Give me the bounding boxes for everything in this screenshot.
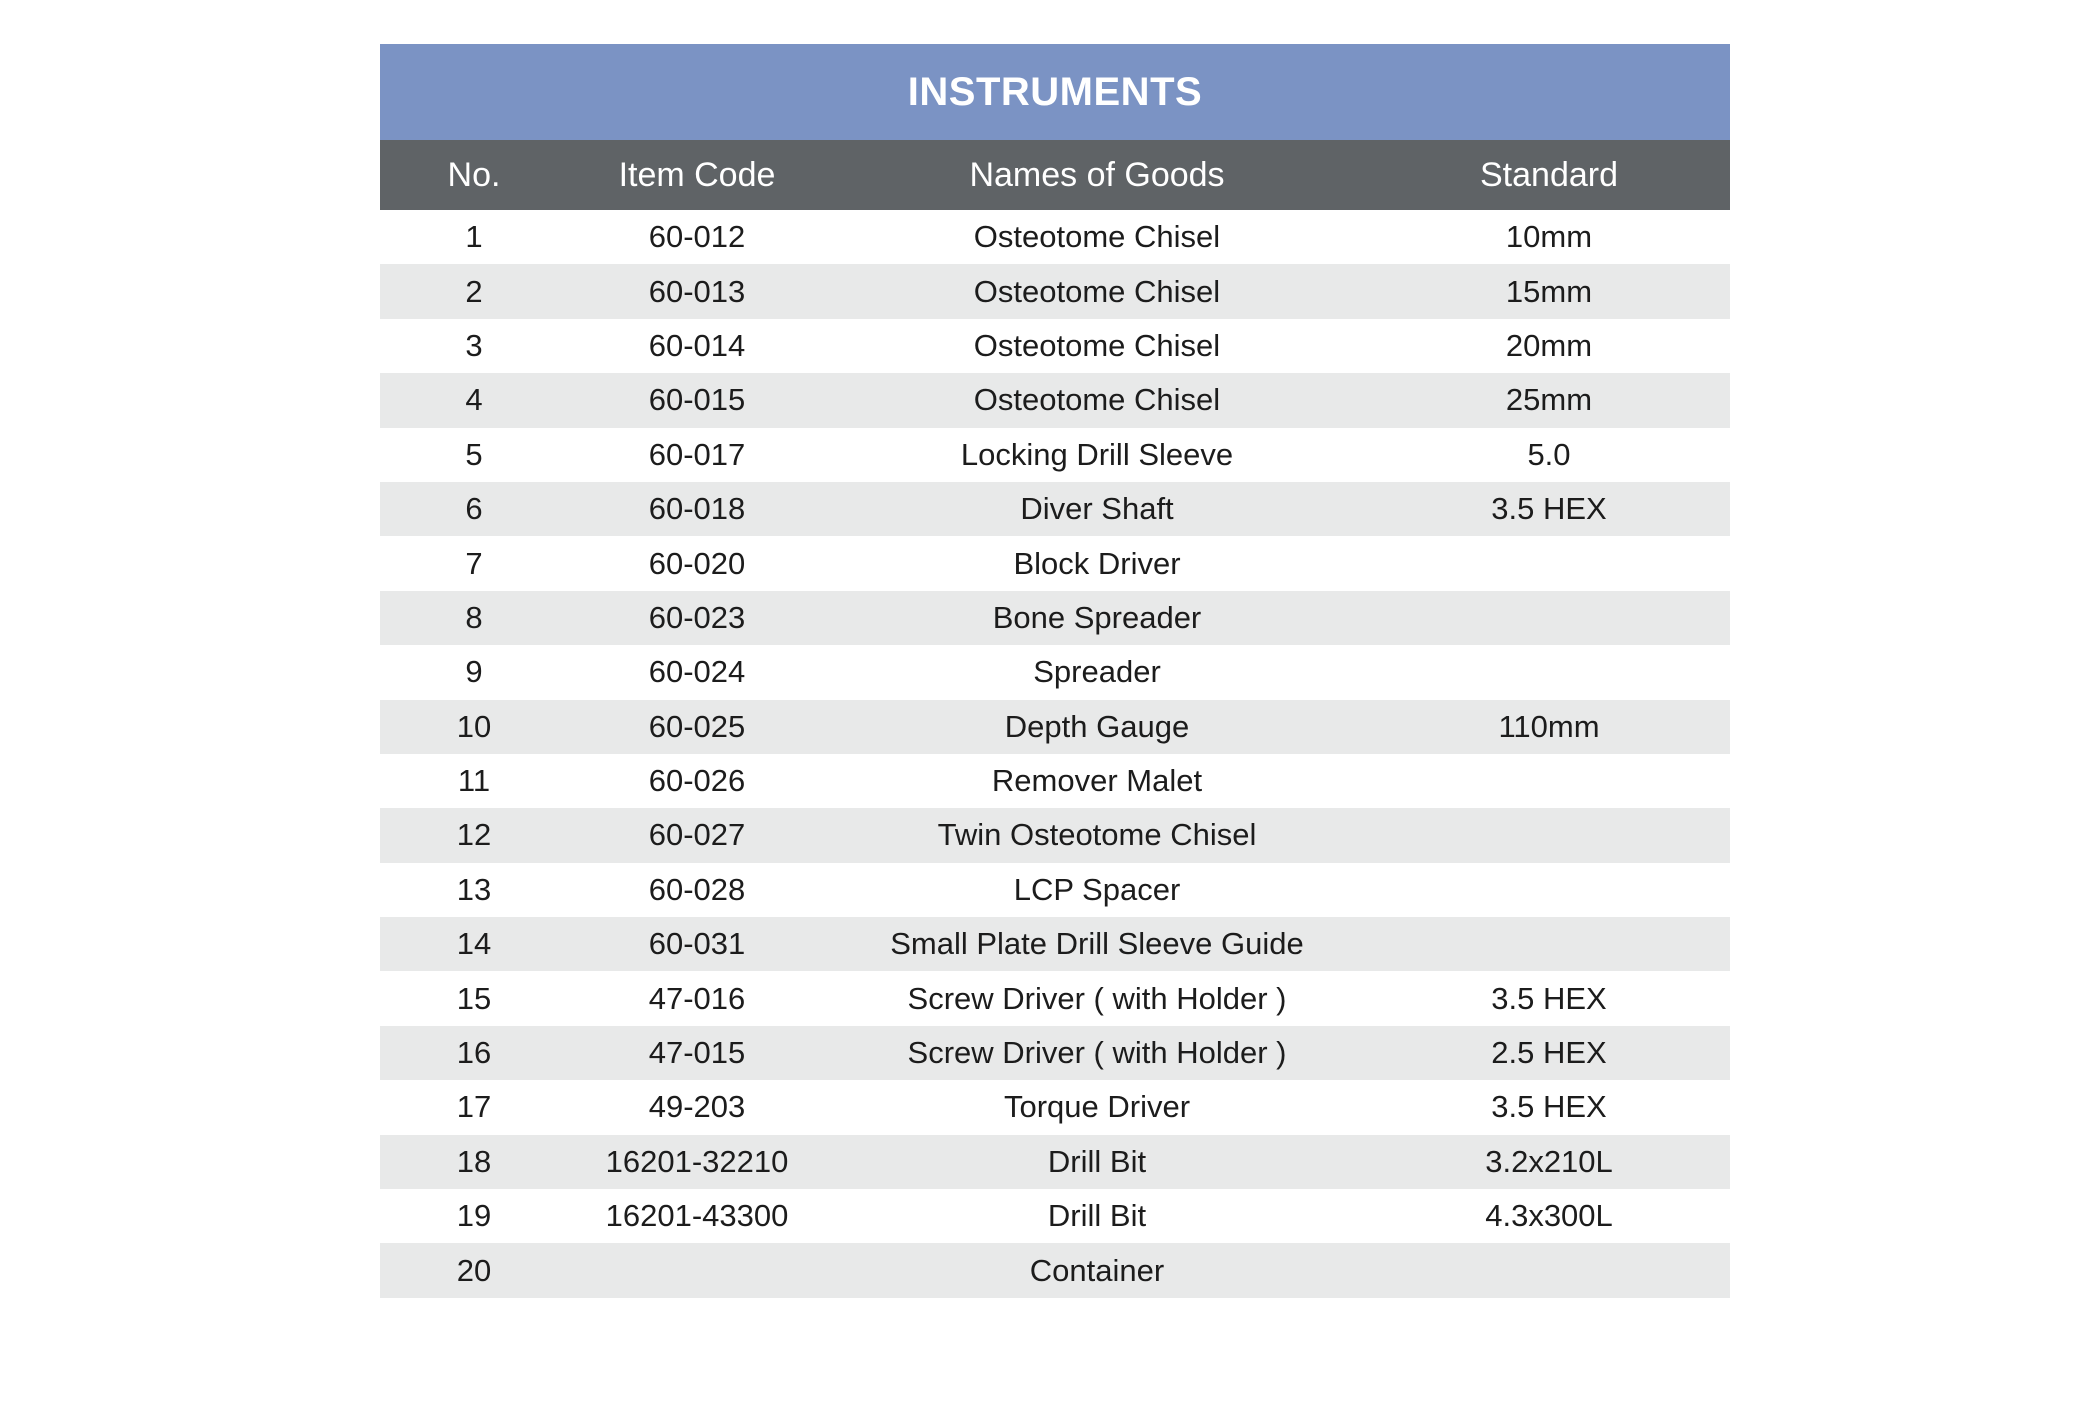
cell-name: Locking Drill Sleeve	[960, 436, 1234, 472]
header-standard: Standard	[1480, 155, 1618, 194]
table-row	[380, 428, 1730, 482]
cell-standard: 10mm	[1505, 219, 1593, 255]
cell-item-code: 16201-32210	[605, 1143, 789, 1179]
cell-no: 2	[465, 273, 483, 309]
cell-name: Bone Spreader	[992, 599, 1202, 635]
cell-item-code: 47-016	[648, 980, 746, 1016]
cell-standard: 3.5 HEX	[1491, 1089, 1607, 1125]
cell-name: Osteotome Chisel	[973, 219, 1221, 255]
cell-name: LCP Spacer	[1013, 871, 1181, 907]
cell-no: 13	[456, 871, 492, 907]
cell-item-code: 60-024	[648, 654, 746, 690]
cell-name: Diver Shaft	[1020, 491, 1174, 527]
cell-item-code: 60-014	[648, 327, 746, 363]
cell-standard: 3.2x210L	[1485, 1143, 1613, 1179]
cell-no: 7	[465, 545, 483, 581]
cell-item-code: 16201-43300	[605, 1198, 789, 1234]
table-row	[380, 917, 1730, 971]
cell-item-code: 60-013	[648, 273, 746, 309]
cell-no: 9	[465, 654, 483, 690]
cell-standard: 25mm	[1505, 382, 1593, 418]
cell-no: 16	[456, 1035, 492, 1071]
table-row	[380, 264, 1730, 318]
table-row	[380, 1080, 1730, 1134]
cell-item-code: 60-027	[648, 817, 746, 853]
cell-item-code: 60-018	[648, 491, 746, 527]
cell-item-code: 60-031	[648, 926, 746, 962]
header-item-code: Item Code	[618, 155, 776, 194]
table-row	[380, 1135, 1730, 1189]
cell-standard: 3.5 HEX	[1491, 980, 1607, 1016]
cell-no: 1	[465, 219, 483, 255]
cell-name: Osteotome Chisel	[973, 273, 1221, 309]
cell-name: Torque Driver	[1003, 1089, 1191, 1125]
cell-name: Osteotome Chisel	[973, 327, 1221, 363]
table-row	[380, 645, 1730, 699]
cell-no: 19	[456, 1198, 492, 1234]
table-row	[380, 1189, 1730, 1243]
cell-no: 5	[465, 436, 483, 472]
cell-no: 12	[456, 817, 492, 853]
cell-no: 11	[457, 763, 491, 799]
table-title-bar	[380, 44, 1730, 140]
cell-no: 3	[465, 327, 483, 363]
cell-standard: 110mm	[1498, 708, 1600, 744]
instruments-table	[380, 44, 1730, 1298]
table-row	[380, 700, 1730, 754]
table-row	[380, 482, 1730, 536]
cell-name: Container	[1029, 1252, 1165, 1288]
cell-name: Depth Gauge	[1004, 708, 1190, 744]
cell-item-code: 47-015	[648, 1035, 746, 1071]
table-row	[380, 754, 1730, 808]
cell-no: 8	[465, 599, 483, 635]
table-row	[380, 373, 1730, 427]
cell-name: Osteotome Chisel	[973, 382, 1221, 418]
cell-item-code: 60-012	[648, 219, 746, 255]
cell-no: 18	[456, 1143, 492, 1179]
cell-name: Twin Osteotome Chisel	[937, 817, 1257, 853]
cell-no: 14	[456, 926, 492, 962]
cell-standard: 3.5 HEX	[1491, 491, 1607, 527]
cell-name: Screw Driver ( with Holder )	[907, 1035, 1287, 1071]
cell-item-code: 60-026	[648, 763, 746, 799]
table-row	[380, 1243, 1730, 1297]
cell-standard: 5.0	[1527, 436, 1571, 472]
cell-name: Screw Driver ( with Holder )	[907, 980, 1287, 1016]
cell-item-code: 60-020	[648, 545, 746, 581]
header-no: No.	[447, 155, 501, 194]
table-row	[380, 210, 1730, 264]
header-names: Names of Goods	[969, 155, 1225, 194]
table-row	[380, 319, 1730, 373]
table-body	[380, 210, 1730, 1298]
cell-no: 6	[465, 491, 483, 527]
cell-standard: 4.3x300L	[1485, 1198, 1613, 1234]
cell-name: Remover Malet	[991, 763, 1203, 799]
cell-standard: 2.5 HEX	[1491, 1035, 1607, 1071]
cell-no: 15	[456, 980, 492, 1016]
cell-name: Drill Bit	[1047, 1198, 1147, 1234]
table-row	[380, 971, 1730, 1025]
table-row	[380, 1026, 1730, 1080]
cell-name: Small Plate Drill Sleeve Guide	[890, 926, 1304, 962]
cell-item-code: 60-015	[648, 382, 746, 418]
cell-standard: 15mm	[1505, 273, 1593, 309]
cell-item-code: 49-203	[648, 1089, 746, 1125]
table-header-row	[380, 140, 1730, 210]
table-title: INSTRUMENTS	[907, 69, 1203, 114]
cell-item-code: 60-028	[648, 871, 746, 907]
cell-item-code: 60-017	[648, 436, 746, 472]
table-row	[380, 536, 1730, 590]
cell-no: 4	[465, 382, 483, 418]
table-row	[380, 591, 1730, 645]
cell-name: Block Driver	[1013, 545, 1181, 581]
cell-no: 20	[456, 1252, 492, 1288]
cell-standard: 20mm	[1505, 327, 1593, 363]
table-row	[380, 808, 1730, 862]
table-row	[380, 863, 1730, 917]
cell-name: Drill Bit	[1047, 1143, 1147, 1179]
cell-item-code: 60-025	[648, 708, 746, 744]
cell-name: Spreader	[1033, 654, 1161, 690]
cell-item-code: 60-023	[648, 599, 746, 635]
cell-no: 10	[456, 708, 492, 744]
cell-no: 17	[456, 1089, 492, 1125]
